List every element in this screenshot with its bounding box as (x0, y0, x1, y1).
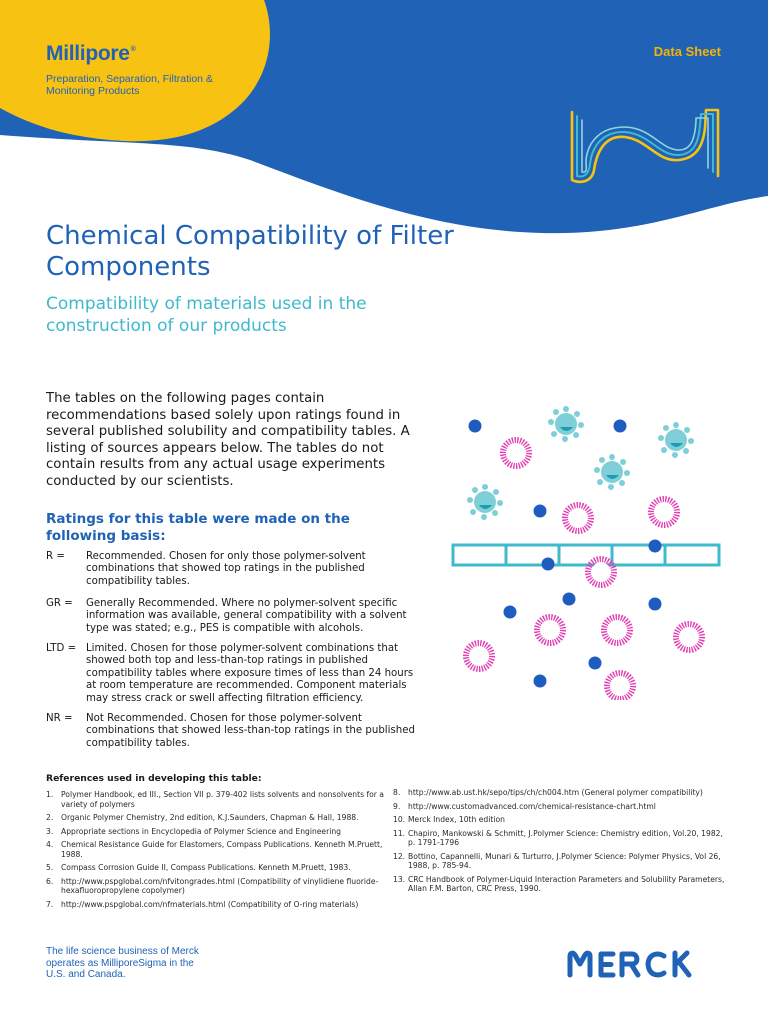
merck-logo (565, 948, 725, 980)
reference-number: 5. (46, 863, 54, 872)
rating-description: Not Recommended. Chosen for those polymer-solvent combinations that showed less-than-top ratings in the published compatibility tables. (86, 713, 415, 749)
footer-note: The life science business of Merck operates as MilliporeSigma in the U.S. and Canada. (46, 946, 199, 980)
molecule-dot-icon (649, 598, 662, 611)
molecule-dot-icon (614, 420, 627, 433)
reference-number: 6. (46, 876, 54, 886)
microorganism-icon (548, 406, 584, 442)
doc-type-label: Data Sheet (653, 44, 721, 59)
reference-item (393, 829, 728, 848)
reference-number: 1. (46, 790, 54, 799)
molecule-dot-icon (649, 540, 662, 553)
reference-number: 3. (46, 826, 54, 836)
molecule-dot-icon (534, 505, 547, 518)
rating-code: R = (46, 551, 65, 562)
reference-item (46, 813, 386, 823)
filtration-illustration (440, 390, 740, 700)
rating-code: NR = (46, 713, 73, 724)
reference-item (46, 863, 386, 873)
particle-ring-icon (537, 617, 563, 643)
references-list-right (393, 788, 728, 898)
reference-item (46, 827, 386, 837)
reference-item (393, 815, 728, 825)
rating-nr (46, 713, 426, 750)
reference-number: 7. (46, 899, 54, 909)
microorganism-icon (594, 454, 630, 490)
reference-item (46, 840, 386, 859)
reference-number: 2. (46, 813, 54, 822)
reference-item (46, 900, 386, 910)
reference-text: Chemical Resistance Guide for Elastomers, Compass Publications. Kenneth M.Pruett, 1988. (61, 840, 383, 859)
references-list-left (46, 790, 386, 913)
particle-ring-icon (676, 624, 702, 650)
reference-number: 13. (393, 874, 406, 884)
header-background (0, 0, 768, 240)
ratings-basis-heading: Ratings for this table were made on the following basis: (46, 511, 350, 544)
reference-text: http://www.ab.ust.hk/sepo/tips/ch/ch004.htm (General polymer compatibility) (408, 788, 703, 797)
reference-number: 4. (46, 840, 54, 849)
reference-item (46, 877, 386, 896)
page-title: Chemical Compatibility of Filter Components (46, 221, 454, 282)
reference-text: Compass Corrosion Guide II, Compass Publications. Kenneth M.Pruett, 1983. (61, 863, 351, 872)
reference-text: Chapiro, Mankowski & Schmitt, J.Polymer Science: Chemistry edition, Vol.20, 1982, p. 1791-1796 (408, 828, 723, 847)
molecule-dot-icon (589, 657, 602, 670)
reference-number: 9. (393, 801, 401, 811)
reference-text: http://www.pspglobal.com/nfvitongrades.html (Compatibility of vinylidiene fluoride-hexafluoropropylene copolymer) (61, 876, 379, 895)
microorganism-icon (467, 484, 503, 520)
reference-item (393, 788, 728, 798)
molecule-dot-icon (504, 606, 517, 619)
millipore-logo: Millipore® (46, 42, 136, 65)
microorganism-icon (658, 422, 694, 458)
rating-r (46, 551, 426, 588)
reference-item (393, 875, 728, 894)
brand-tagline: Preparation, Separation, Filtration & Monitoring Products (46, 73, 213, 97)
rating-ltd (46, 643, 426, 705)
references-heading: References used in developing this table: (46, 773, 262, 784)
reference-item (393, 852, 728, 871)
reference-text: CRC Handbook of Polymer-Liquid Interaction Parameters and Solubility Parameters, Allan F.M. Barton, CRC Press, 1990. (408, 874, 725, 893)
particle-ring-icon (651, 499, 677, 525)
reference-text: http://www.pspglobal.com/nfmaterials.html (Compatibility of O-ring materials) (61, 899, 359, 909)
reference-number: 8. (393, 788, 401, 797)
reference-text: Bottino, Capannelli, Munari & Turturro, J.Polymer Science: Polymer Physics, Vol 26, 1988, p. 785-94. (408, 851, 721, 870)
molecule-dot-icon (469, 420, 482, 433)
molecule-dot-icon (563, 593, 576, 606)
reference-number: 11. (393, 828, 406, 838)
reference-text: Appropriate sections in Encyclopedia of Polymer Science and Engineering (61, 826, 341, 836)
rating-description: Limited. Chosen for those polymer-solvent combinations that showed both top and less-than-top ratings in published compatibility tables where exposure times of less than 24 hours at room temperature are recommended. Component materials may stress crack or swell affecting filtration efficiency. (86, 643, 414, 704)
particle-ring-icon (565, 505, 591, 531)
particle-ring-icon (466, 643, 492, 669)
rating-description: Recommended. Chosen for only those polymer-solvent combinations that showed top ratings in the published compatibility tables. (86, 551, 366, 587)
particle-ring-icon (604, 617, 630, 643)
rating-code: LTD = (46, 643, 77, 654)
reference-number: 12. (393, 851, 406, 861)
molecule-dot-icon (534, 675, 547, 688)
rating-gr (46, 598, 426, 635)
particle-ring-icon (503, 440, 529, 466)
reference-item (393, 802, 728, 812)
reference-text: http://www.customadvanced.com/chemical-resistance-chart.html (408, 801, 656, 811)
intro-paragraph: The tables on the following pages contain recommendations based solely upon ratings found in several published solubility and compatibility tables. A listing of sources appears below. The tables do not contain results from any actual usage experiments conducted by our scientists. (46, 391, 410, 489)
page-subtitle: Compatibility of materials used in the construction of our products (46, 294, 367, 336)
rating-description: Generally Recommended. Where no polymer-solvent specific information was available, general compatibility with a solvent type was stated; e.g., PES is compatible with alcohols. (86, 598, 407, 634)
reference-text: Merck Index, 10th edition (408, 815, 505, 824)
particle-ring-icon (607, 673, 633, 699)
molecule-dot-icon (542, 558, 555, 571)
reference-number: 10. (393, 815, 406, 824)
reference-text: Polymer Handbook, ed III., Section VII p. 379-402 lists solvents and nonsolvents for a variety of polymers (61, 790, 384, 809)
filter-membrane (453, 545, 719, 565)
reference-text: Organic Polymer Chemistry, 2nd edition, K.J.Saunders, Chapman & Hall, 1988. (61, 813, 359, 822)
reference-item (46, 790, 386, 809)
rating-code: GR = (46, 598, 73, 609)
